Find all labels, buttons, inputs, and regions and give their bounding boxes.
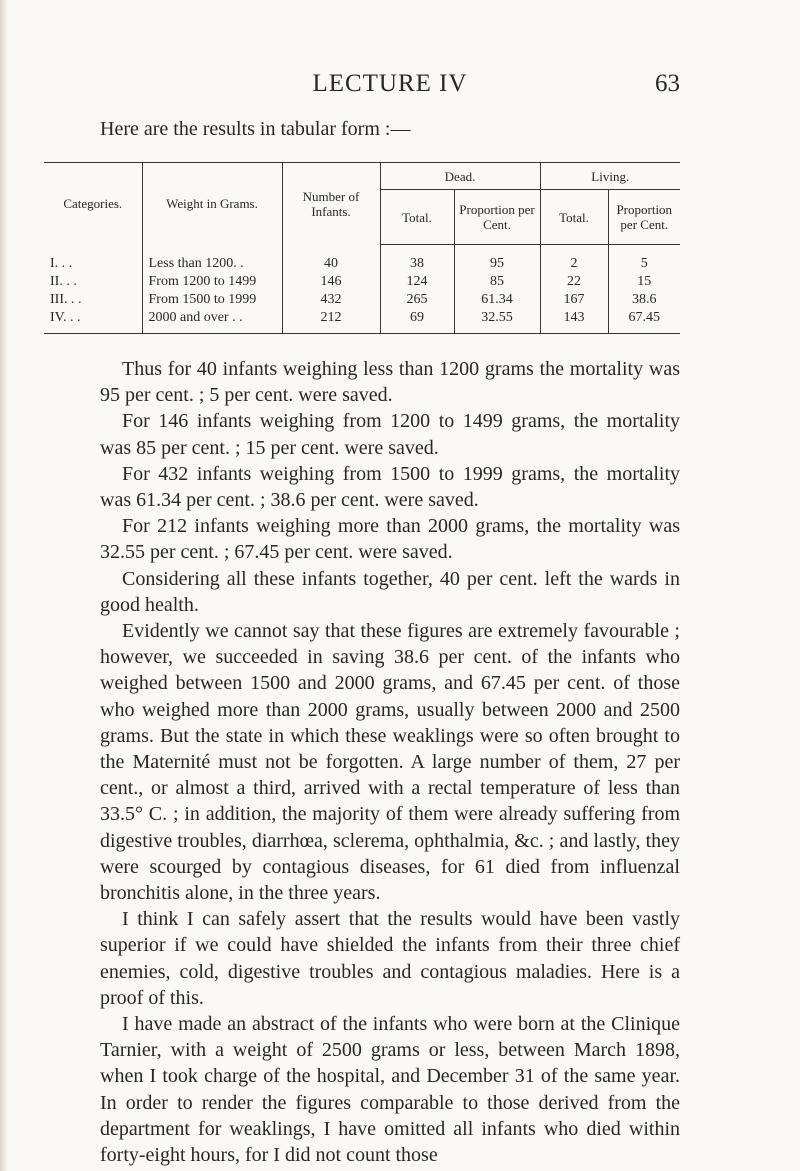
table-cell: 69 [410,310,424,325]
table-body [44,245,680,334]
column-weight [142,245,282,334]
paragraph: For 432 infants weighing from 1500 to 1999 grams, the mortality was 61.34 per cent. ; 38.6 per cent. were saved. [100,462,680,512]
header-dead-proportion: Proportion per Cent. [454,190,540,245]
table-cell: 67.45 [628,310,660,325]
table-cell: 212 [320,309,342,325]
table-cell: From 1200 to 1499 [148,273,257,289]
table-cell: 40 [324,255,338,271]
table-cell: Less than 1200. . [148,255,244,271]
table-cell: 5 [640,256,648,271]
body-text [100,356,680,1168]
table-cell: From 1500 to 1999 [148,291,257,307]
table-cell: 143 [563,310,585,325]
column-number-of-infants [282,245,380,334]
header-dead: Dead. [380,163,540,190]
paragraph: I think I can safely assert that the results would have been vastly superior if we could have shielded the infants from their three chief enemies, cold, digestive troubles and contagious maladies. Here is a proof of this. [100,908,680,1009]
page-number: 63 [655,70,680,97]
table-cell: 61.34 [481,292,513,307]
header-dead-total: Total. [380,190,454,245]
header-weight: Weight in Grams. [142,163,282,245]
table-cell: IV. . . [50,309,81,325]
paragraph: For 146 infants weighing from 1200 to 1499 grams, the mortality was 85 per cent. ; 15 per cent. were saved. [100,410,680,459]
table-cell: 2 [570,256,578,271]
paragraph: Considering all these infants together, 40 per cent. left the wards in good health. [100,567,680,616]
intro-line: Here are the results in tabular form :— [100,118,411,140]
header-living-proportion: Proportion per Cent. [608,190,680,245]
table-cell: 2000 and over . . [148,309,243,325]
running-title: LECTURE IV [312,70,468,97]
table-cell: 265 [406,292,428,307]
results-table [44,162,680,334]
paragraph: Evidently we cannot say that these figures are extremely favourable ; however, we succeeded in saving 38.6 per cent. of the infants who weighed between 1500 and 2000 grams, and 67.45 per cent. of those who weighed more than 2000 grams, usually between 2000 and 2500 grams. But the state in which these weaklings were so often brought to the Maternité must not be forgotten. A large number of them, 27 per cent., or almost a third, arrived with a rectal temperature of less than 33.5° C. ; in addition, the majority of them were already suffering from digestive troubles, diarrhœa, sclerema, ophthalmia, &c. ; and lastly, they were scourged by contagious diseases, for 61 died from influenzal bronchitis alone, in the three years. [100,620,680,905]
table-cell: 32.55 [481,310,513,325]
table-cell: 38.6 [632,292,657,307]
table-cell: II. . . [50,273,77,289]
paragraph: For 212 infants weighing more than 2000 grams, the mortality was 32.55 per cent. ; 67.45 per cent. were saved. [100,515,680,564]
table-cell: 38 [410,256,424,271]
running-header [100,70,680,104]
header-living-total: Total. [540,190,608,245]
table-cell: 22 [567,274,581,289]
table-cell: I. . . [50,255,73,271]
table-cell: 15 [637,274,652,289]
table-cell: 85 [490,274,504,289]
column-living-total [540,245,608,334]
table-cell: 124 [406,274,428,289]
table-cell: 95 [490,256,504,271]
column-dead-proportion [454,245,540,334]
paragraph: I have made an abstract of the infants who were born at the Clinique Tarnier, with a weight of 2500 grams or less, between March 1898, when I took charge of the hospital, and December 31 of the same year. In order to render the figures comparable to those derived from the department for weaklings, I have omitted all infants who died within forty-eight hours, for I did not count those [100,1013,680,1167]
table-cell: III. . . [50,291,82,307]
table-cell: 432 [320,291,342,307]
header-number-of-infants: Number of Infants. [282,163,380,245]
paragraph: Thus for 40 infants weighing less than 1200 grams the mortality was 95 per cent. ; 5 per cent. were saved. [100,358,680,407]
table-cell: 146 [320,273,342,289]
table-cell: 167 [563,292,585,307]
column-categories [44,245,142,334]
header-living: Living. [540,163,680,190]
column-living-proportion [608,245,680,334]
header-categories: Categories. [63,196,123,212]
page-edge [0,0,8,1171]
column-dead-total [380,245,454,334]
